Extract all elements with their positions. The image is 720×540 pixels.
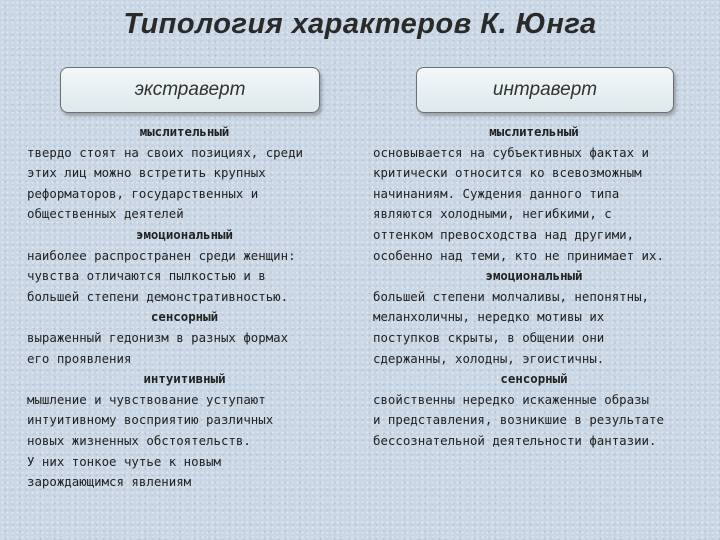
extravert-description-column [27, 122, 342, 493]
description-line: меланхоличны, нередко мотивы их [373, 309, 605, 325]
description-line: большей степени демонстративностью. [27, 288, 289, 304]
description-line: реформаторов, государственных и [27, 185, 259, 201]
type-subheading: эмоциональный [136, 226, 233, 242]
description-line: этих лиц можно встретить крупных [27, 165, 266, 181]
description-line: бессознательной деятельности фантазии. [373, 432, 657, 448]
type-subheading: мыслительный [139, 124, 230, 139]
description-line: оттенком превосходства над другими, [373, 226, 635, 242]
description-line: интуитивному восприятию различных [27, 412, 274, 428]
description-line: начинаниям. Суждения данного типа [373, 185, 620, 201]
type-subheading: эмоциональный [485, 268, 583, 284]
description-line: У них тонкое чутье к новым [27, 453, 221, 469]
description-line: общественных деятелей [27, 206, 184, 222]
description-line: критически относится ко всевозможным [373, 165, 642, 181]
description-line: свойственны нередко искаженные образы [373, 391, 650, 407]
description-line: особенно над теми, кто не принимает их. [373, 247, 664, 263]
description-line: мышление и чувствование уступают [27, 391, 266, 407]
description-line: выраженный гедонизм в разных формах [27, 329, 289, 345]
page-title: Типология характеров К. Юнга [123, 8, 597, 40]
description-line: большей степени молчаливы, непонятны, [373, 288, 650, 304]
introvert-header-box [416, 67, 674, 113]
introvert-description-column [373, 122, 695, 452]
extravert-header-box [60, 67, 320, 113]
description-line: поступков скрыты, в общении они [373, 329, 605, 345]
extravert-header-label: экстраверт [134, 79, 246, 100]
description-line: чувства отличаются пылкостью и в [27, 268, 266, 284]
description-line: являются холодными, негибкими, с [373, 206, 612, 222]
description-line: наиболее распространен среди женщин: [27, 247, 296, 263]
type-subheading: сенсорный [500, 371, 568, 387]
description-line: основывается на субъективных фактах и [373, 144, 650, 160]
description-line: новых жизненных обстоятельств. [27, 432, 251, 448]
description-line: зарождающимся явлениям [27, 474, 192, 490]
type-subheading: интуитивный [143, 371, 226, 387]
description-line: и представления, возникшие в результате [373, 412, 664, 428]
description-line: сдержанны, холодны, эгоистичны. [373, 350, 605, 366]
introvert-header-label: интраверт [492, 79, 598, 100]
description-line: твердо стоят на своих позициях, среди [27, 144, 304, 160]
type-subheading: мыслительный [489, 124, 579, 139]
type-subheading: сенсорный [150, 309, 219, 325]
description-line: его проявления [27, 350, 132, 366]
